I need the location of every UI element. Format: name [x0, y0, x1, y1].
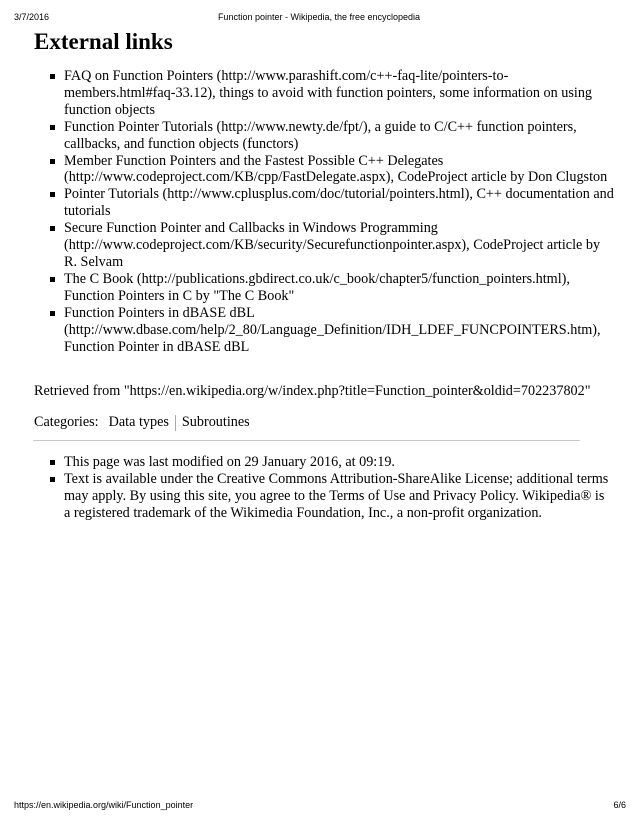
last-modified-text: This page was last modified on 29 January 2016, at 09:19. — [64, 454, 614, 471]
print-page-title: Function pointer - Wikipedia, the free encyclopedia — [217, 12, 421, 22]
divider — [33, 440, 580, 441]
list-item[interactable]: Member Function Pointers and the Fastest Possible C++ Delegates (http://www.codeproject.com/KB/cpp/FastDelegate.aspx), CodeProject article by Don Clugston — [64, 153, 614, 187]
category-link-subroutines[interactable]: Subroutines — [181, 414, 250, 431]
external-links-list — [34, 68, 614, 355]
list-item[interactable]: Pointer Tutorials (http://www.cplusplus.com/doc/tutorial/pointers.html), C++ documentation and tutorials — [64, 186, 614, 220]
list-item[interactable]: Function Pointers in dBASE dBL (http://www.dbase.com/help/2_80/Language_Definition/IDH_LDEF_FUNCPOINTERS.htm), Function Pointer in dBASE dBL — [64, 305, 614, 356]
print-url: https://en.wikipedia.org/wiki/Function_pointer — [14, 800, 194, 810]
categories-bar — [34, 414, 614, 431]
license-text: Text is available under the Creative Commons Attribution-ShareAlike License; additional terms may apply. By using this site, you agree to the Terms of Use and Privacy Policy. Wikipedia® is a registered trademark of the Wikimedia Foundation, Inc., a non-profit organization. — [64, 471, 614, 522]
categories-label: Categories: — [34, 414, 99, 431]
list-item[interactable]: Function Pointer Tutorials (http://www.newty.de/fpt/), a guide to C/C++ function pointers, callbacks, and function objects (functors) — [64, 119, 614, 153]
print-header — [0, 12, 638, 24]
list-item[interactable]: The C Book (http://publications.gbdirect.co.uk/c_book/chapter5/function_pointers.html), Function Pointers in C by "The C Book" — [64, 271, 614, 305]
list-item[interactable]: Secure Function Pointer and Callbacks in Windows Programming (http://www.codeproject.com/KB/security/Securefunctionpointer.aspx), CodeProject article by R. Selvam — [64, 220, 614, 271]
list-item[interactable]: FAQ on Function Pointers (http://www.parashift.com/c++-faq-lite/pointers-to-members.html#faq-33.12), things to avoid with function pointers, some information on using function objects — [64, 68, 614, 119]
print-footer — [0, 800, 638, 812]
external-links-heading: External links — [34, 29, 173, 54]
article-content — [34, 28, 614, 522]
page-footer-list — [34, 454, 614, 522]
retrieved-from: Retrieved from "https://en.wikipedia.org/w/index.php?title=Function_pointer&oldid=702237802" — [34, 383, 591, 400]
category-link-data-types[interactable]: Data types — [108, 414, 169, 431]
print-date: 3/7/2016 — [14, 12, 50, 22]
print-page-number: 6/6 — [613, 800, 626, 810]
